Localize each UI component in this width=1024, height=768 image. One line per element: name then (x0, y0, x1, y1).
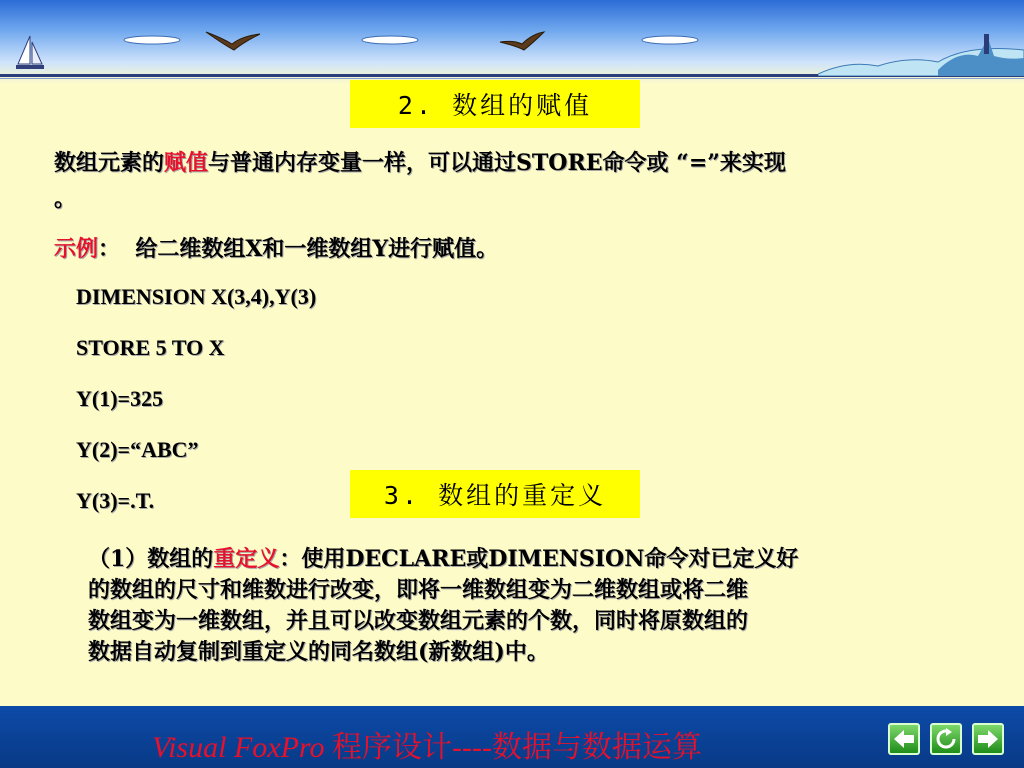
paragraph-line (88, 544, 958, 575)
section-heading-redefine (350, 470, 640, 518)
example-line (54, 232, 498, 263)
return-icon (934, 728, 958, 750)
code-line: DIMENSION X(3,4),Y(3) (76, 284, 317, 309)
code-line: Y(1)=325 (76, 386, 164, 411)
bird-icon (204, 28, 262, 54)
shore-line-thin (0, 78, 1024, 79)
paragraph-line: 数组变为一维数组，并且可以改变数组元素的个数，同时将原数组的 (88, 608, 749, 634)
footer-title-cn: 程序设计----数据与数据运算 (331, 731, 702, 764)
next-slide-button[interactable] (972, 723, 1004, 755)
paragraph-line: 的数组的尺寸和维数进行改变，即将一维数组变为二维数组或将二维 (88, 577, 749, 603)
section-heading-text: 3. 数组的重定义 (383, 481, 607, 510)
intro-highlight: 赋值 (164, 150, 209, 176)
example-label: 示例 (54, 236, 99, 262)
cloud-icon (122, 34, 182, 46)
arrow-left-icon (892, 728, 916, 750)
code-line: STORE 5 TO X (76, 335, 225, 360)
example-text: 给二维数组X和一维数组Y进行赋值。 (135, 236, 499, 262)
footer-bar (0, 706, 1024, 768)
cloud-icon (360, 34, 420, 46)
redefine-paragraph (88, 544, 958, 668)
paragraph-text: ：使用DECLARE或DIMENSION命令对已定义好 (279, 546, 799, 572)
intro-line-end (54, 182, 76, 213)
prev-slide-button[interactable] (888, 723, 920, 755)
cloud-icon (640, 34, 700, 46)
paragraph-highlight: 重定义 (213, 546, 280, 572)
intro-text-part: 与普通内存变量一样，可以通过STORE命令或 “=”来实现 (208, 150, 786, 176)
intro-period: 。 (54, 186, 77, 212)
footer-title (152, 722, 702, 766)
arrow-right-icon (976, 728, 1000, 750)
intro-line (54, 146, 786, 177)
wave-rock-icon (818, 30, 1024, 76)
bird-icon (498, 30, 546, 52)
section-heading-text: 2. 数组的赋值 (397, 91, 593, 120)
intro-text-part: 数组元素的 (54, 150, 165, 176)
paragraph-prefix: （1）数组的 (88, 546, 214, 572)
footer-title-en: Visual FoxPro (152, 731, 332, 764)
section-heading-assignment (350, 80, 640, 128)
code-line: Y(2)=“ABC” (76, 437, 199, 462)
example-colon: ： (98, 236, 121, 262)
code-line: Y(3)=.T. (76, 488, 155, 513)
sailboat-icon (14, 34, 46, 74)
paragraph-line: 数据自动复制到重定义的同名数组(新数组)中。 (88, 639, 549, 665)
return-button[interactable] (930, 723, 962, 755)
